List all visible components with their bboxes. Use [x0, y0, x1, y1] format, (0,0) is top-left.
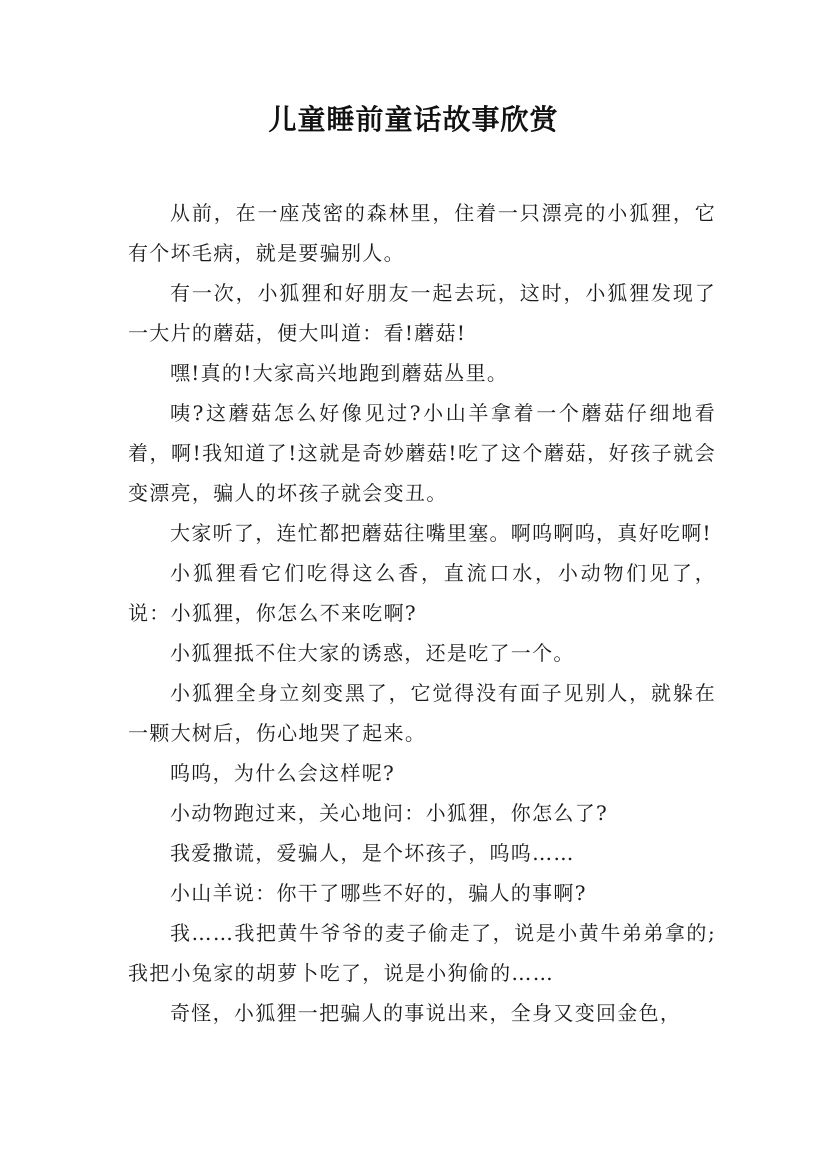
paragraph: 嘿!真的!大家高兴地跑到蘑菇丛里。 — [170, 361, 509, 385]
paragraph: 小山羊说：你干了哪些不好的，骗人的事啊? — [170, 881, 587, 905]
paragraph: 小狐狸全身立刻变黑了，它觉得没有面子见别人，就躲在一颗大树后，伤心地哭了起来。 — [128, 681, 716, 745]
paragraph: 大家听了，连忙都把蘑菇往嘴里塞。啊呜啊呜，真好吃啊! — [170, 521, 712, 545]
paragraph: 我……我把黄牛爷爷的麦子偷走了，说是小黄牛弟弟拿的;我把小兔家的胡萝卜吃了，说是小狗偷的…… — [128, 921, 716, 985]
paragraph: 呜呜，为什么会这样呢? — [170, 761, 396, 785]
paragraph: 从前，在一座茂密的森林里，住着一只漂亮的小狐狸，它有个坏毛病，就是要骗别人。 — [128, 201, 716, 265]
paragraph: 有一次，小狐狸和好朋友一起去玩，这时，小狐狸发现了一大片的蘑菇，便大叫道：看!蘑菇! — [128, 281, 716, 345]
paragraph: 小动物跑过来，关心地问：小狐狸，你怎么了? — [170, 801, 609, 825]
paragraph: 小狐狸看它们吃得这么香，直流口水，小动物们见了，说：小狐狸，你怎么不来吃啊? — [128, 561, 716, 625]
document-title: 儿童睡前童话故事欣赏 — [268, 103, 559, 136]
paragraph: 我爱撒谎，爱骗人，是个坏孩子，呜呜…… — [170, 841, 575, 865]
story-body — [128, 193, 716, 1033]
paragraph: 咦?这蘑菇怎么好像见过?小山羊拿着一个蘑菇仔细地看着，啊!我知道了!这就是奇妙蘑菇!吃了这个蘑菇，好孩子就会变漂亮，骗人的坏孩子就会变丑。 — [128, 401, 716, 505]
paragraph: 小狐狸抵不住大家的诱惑，还是吃了一个。 — [170, 641, 575, 665]
paragraph: 奇怪，小狐狸一把骗人的事说出来，全身又变回金色， — [170, 1001, 682, 1025]
